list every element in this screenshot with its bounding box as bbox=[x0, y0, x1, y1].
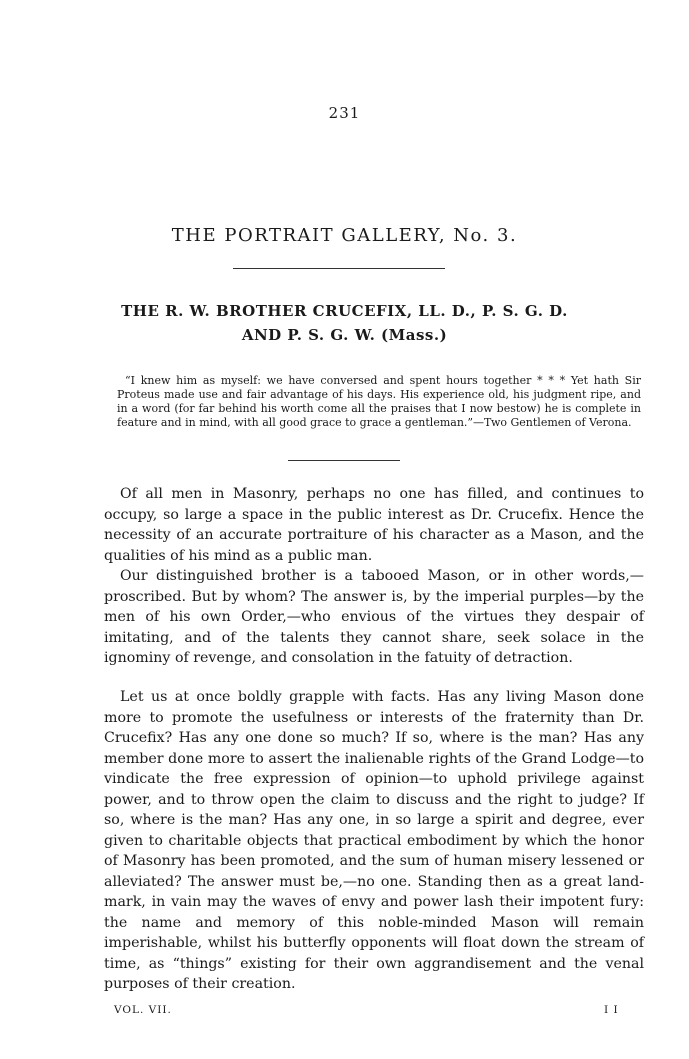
epigraph-divider bbox=[288, 460, 400, 461]
footer-signature: I I bbox=[604, 1004, 619, 1016]
page-number: 231 bbox=[328, 104, 361, 122]
epigraph-quote: “I knew him as myself: we have conversed and spent hours together * * * Yet hath Sir Proteus made use and fair advantage of his days. His experience old, his judgment ripe, and in a word (for far behind his worth come all the praises that I now bestow) he is complete in feature and in mind, with all good grace to grace a gentleman.”—Two Gentlemen of Verona. bbox=[117, 374, 641, 429]
article-title: THE PORTRAIT GALLERY, No. 3. bbox=[171, 225, 518, 246]
title-divider bbox=[233, 268, 445, 269]
paragraph-2: Our distinguished brother is a tabooed Mason, or in other words,—proscribed. But by whom? The answer is, by the imperial purples—by the men of his own Order,—who envious of the virtues they despair of imitating, and of the talents they cannot share, seek solace in the ignominy of revenge, and consolation in the fatuity of detraction. bbox=[104, 568, 644, 666]
paragraph-3: Let us at once boldly grapple with facts. Has any living Mason done more to promote the usefulness or interests of the fraternity than Dr. Crucefix? Has any one done so much? If so, where is the man? Has any member done more to assert the inalienable rights of the Grand Lodge—to vindicate the free expression of opinion—to uphold privilege against power, and to throw open the claim to discuss and the right to judge? If so, where is the man? Has any one, in so large a spirit and degree, ever given to charitable objects that practical embodiment by which the honor of Masonry has been promoted, and the sum of human misery lessened or alleviated? The answer must be,—no one. Standing then as a great land-mark, in vain may the waves of envy and power lash their impotent fury: the name and memory of this noble-minded Mason will remain imperishable, whilst his butterfly opponents will float down the stream of time, as “things” existing for their own aggrandisement and the venal purposes of their creation. bbox=[104, 689, 644, 992]
subtitle-line-1: THE R. W. BROTHER CRUCEFIX, LL. D., P. S. G. D. bbox=[121, 302, 568, 320]
paragraph-1: Of all men in Masonry, perhaps no one has filled, and continues to occupy, so large a space in the public interest as Dr. Crucefix. Hence the necessity of an accurate portraiture of his character as a Mason, and the qualities of his mind as a public man. bbox=[104, 486, 644, 564]
subtitle-line-2: AND P. S. G. W. (Mass.) bbox=[241, 326, 448, 344]
footer-volume: VOL. VII. bbox=[114, 1004, 172, 1016]
